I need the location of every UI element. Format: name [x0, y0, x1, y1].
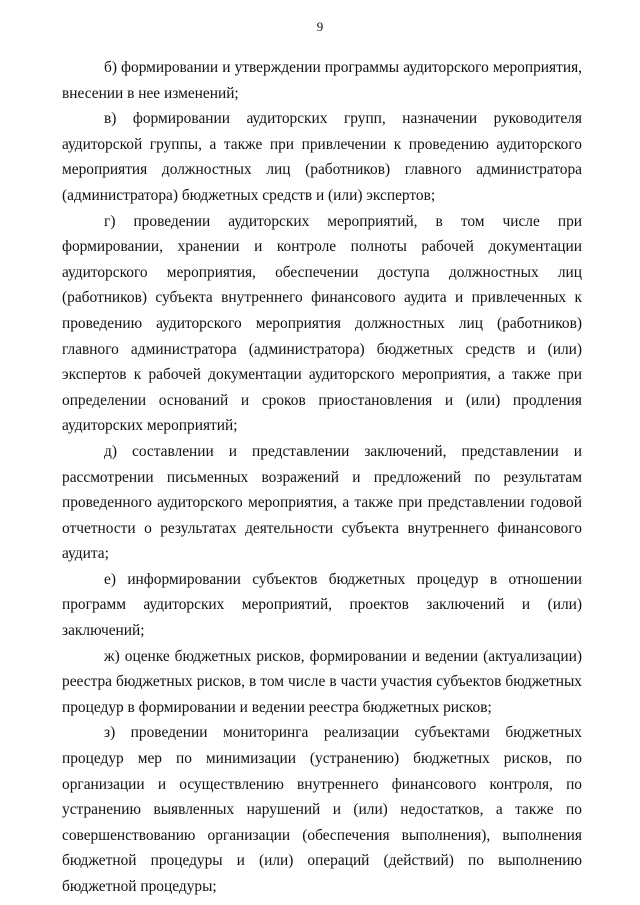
document-body — [62, 55, 582, 900]
paragraph-b: б) формировании и утверждении программы аудиторского мероприятия, внесении в нее изменений; — [62, 59, 582, 102]
paragraph-e: е) информировании субъектов бюджетных процедур в отношении программ аудиторских мероприятий, проектов заключений и (или) заключений; — [62, 570, 582, 640]
paragraph-zh: ж) оценке бюджетных рисков, формировании и ведении (актуализации) реестра бюджетных рисков, в том числе в части участия субъектов бюджетных процедур в формировании и ведении реестра бюджетных рисков; — [62, 647, 582, 716]
paragraph-z: з) проведении мониторинга реализации субъектами бюджетных процедур мер по минимизации (устранению) бюджетных рисков, по организации и осуществлению внутреннего финансового контроля, по устранению выявленных нарушений и (или) недостатков, а также по совершенствованию организации (обеспечения выполнения), выполнения бюджетной процедуры и (или) операций (действий) по выполнению бюджетной процедуры; — [62, 724, 582, 895]
page-number: 9 — [316, 19, 324, 34]
paragraph-d: д) составлении и представлении заключений, представлении и рассмотрении письменных возражений и предложений по результатам проведенного аудиторского мероприятия, а также при представлении годовой отчетности о результатах деятельности субъекта внутреннего финансового аудита; — [62, 442, 582, 563]
paragraph-g: г) проведении аудиторских мероприятий, в том числе при формировании, хранении и контроле полноты рабочей документации аудиторского мероприятия, обеспечении доступа должностных лиц (работников) субъекта внутреннего финансового аудита и привлеченных к проведению аудиторского мероприятия должностных лиц (работников) главного администратора (администратора) бюджетных средств и (или) экспертов к рабочей документации аудиторского мероприятия, а также при определении оснований и сроков приостановления и (или) продления аудиторских мероприятий; — [62, 212, 582, 435]
paragraph-v: в) формировании аудиторских групп, назначении руководителя аудиторской группы, а также при привлечении к проведению аудиторского мероприятия должностных лиц (работников) главного администратора (администратора) бюджетных средств и (или) экспертов; — [62, 110, 582, 204]
